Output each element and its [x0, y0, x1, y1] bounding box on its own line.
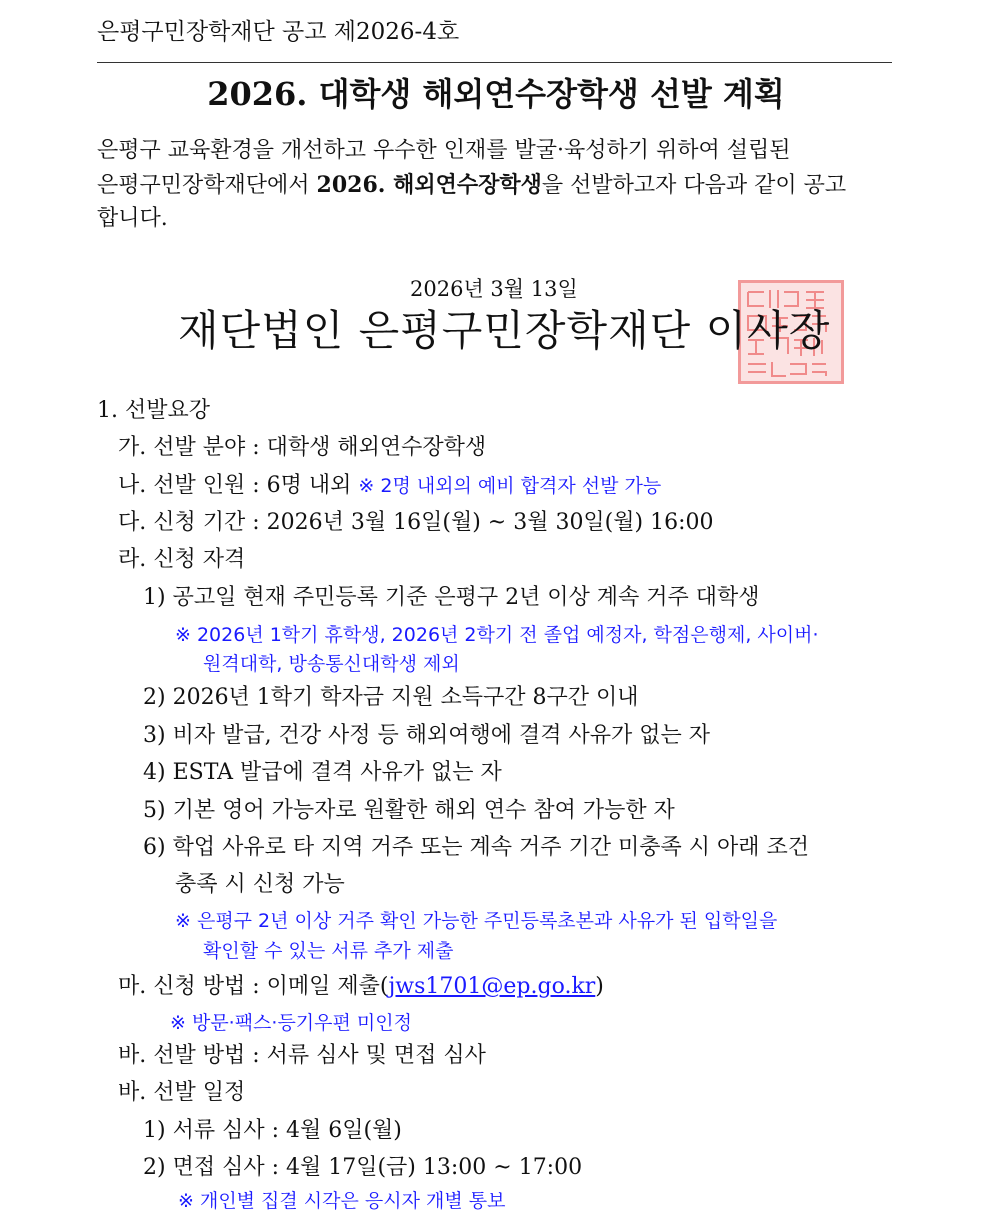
schedule-note: ※ 개인별 집결 시각은 응시자 개별 통보: [178, 1190, 506, 1212]
eligibility-6: 6) 학업 사유로 타 지역 거주 또는 계속 거주 기간 미충족 시 아래 조건: [143, 835, 810, 860]
intro-text: 은평구민장학재단에서: [97, 173, 317, 198]
issuer-name: 재단법인 은평구민장학재단 이사장: [178, 306, 831, 355]
eligibility-1: 1) 공고일 현재 주민등록 기준 은평구 2년 이상 계속 거주 대학생: [143, 585, 760, 610]
item-field: 가. 선발 분야 : 대학생 해외연수장학생: [118, 435, 487, 460]
item-eligibility: 라. 신청 자격: [118, 547, 246, 572]
eligibility-6-note-cont: 확인할 수 있는 서류 추가 제출: [203, 940, 454, 962]
eligibility-5: 5) 기본 영어 가능자로 원활한 해외 연수 참여 가능한 자: [143, 798, 675, 823]
item-selection-method: 바. 선발 방법 : 서류 심사 및 면접 심사: [118, 1043, 486, 1068]
item-count: [118, 472, 661, 500]
document-title: 2026. 대학생 해외연수장학생 선발 계획: [207, 75, 785, 113]
eligibility-1-note: ※ 2026년 1학기 휴학생, 2026년 2학기 전 졸업 예정자, 학점은행제, 사이버·: [175, 624, 819, 646]
section-heading: 1. 선발요강: [97, 398, 210, 423]
eligibility-6-note: ※ 은평구 2년 이상 거주 확인 가능한 주민등록초본과 사유가 된 입학일을: [175, 910, 778, 932]
intro-bold: 2026. 해외연수장학생: [316, 172, 542, 198]
method-note: ※ 방문·팩스·등기우편 미인정: [170, 1012, 412, 1034]
announcement-date: 2026년 3월 13일: [410, 277, 578, 301]
eligibility-2: 2) 2026년 1학기 학자금 지원 소득구간 8구간 이내: [143, 685, 639, 710]
notice-number: 은평구민장학재단 공고 제2026-4호: [97, 19, 460, 45]
eligibility-6-cont: 충족 시 신청 가능: [175, 872, 345, 897]
eligibility-3: 3) 비자 발급, 건강 사정 등 해외여행에 결격 사유가 없는 자: [143, 723, 711, 748]
eligibility-4: 4) ESTA 발급에 결격 사유가 없는 자: [143, 760, 502, 785]
item-schedule: 바. 선발 일정: [118, 1080, 246, 1105]
intro-line-3: 합니다.: [97, 206, 168, 231]
schedule-1: 1) 서류 심사 : 4월 6일(월): [143, 1118, 402, 1143]
method-close: ): [595, 974, 604, 999]
email-link[interactable]: jws1701@ep.go.kr: [388, 974, 596, 999]
method-text: 마. 신청 방법 : 이메일 제출(: [118, 974, 389, 999]
eligibility-1-note-cont: 원격대학, 방송통신대학생 제외: [203, 653, 460, 675]
schedule-2: 2) 면접 심사 : 4월 17일(금) 13:00 ~ 17:00: [143, 1155, 583, 1180]
count-text: 나. 선발 인원 : 6명 내외: [118, 473, 359, 498]
intro-text: 을 선발하고자 다음과 같이 공고: [541, 173, 847, 198]
item-period: 다. 신청 기간 : 2026년 3월 16일(월) ~ 3월 30일(월) 16:00: [118, 510, 714, 535]
count-note: ※ 2명 내외의 예비 합격자 선발 가능: [358, 475, 662, 497]
intro-line-1: 은평구 교육환경을 개선하고 우수한 인재를 발굴·육성하기 위하여 설립된: [97, 138, 791, 163]
header-divider: [97, 62, 892, 63]
intro-line-2: [97, 171, 846, 200]
item-method: [118, 973, 604, 1001]
